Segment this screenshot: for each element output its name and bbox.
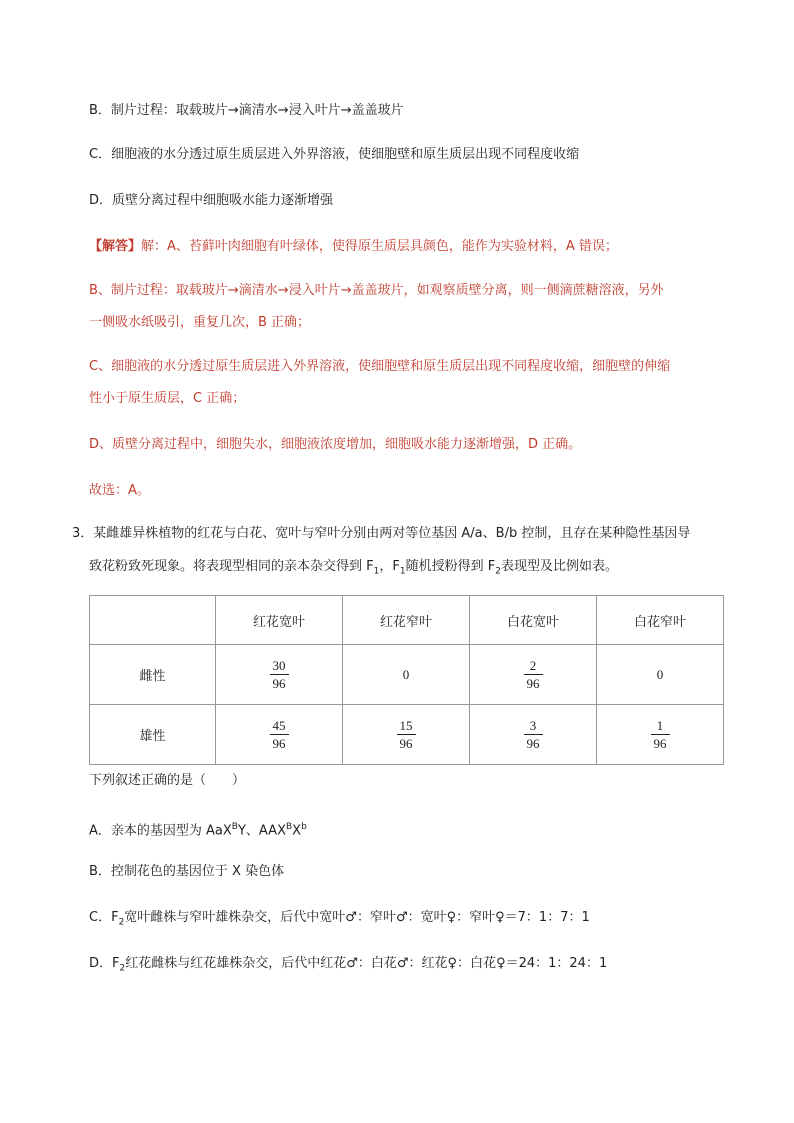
fraction [651, 717, 670, 752]
denominator: 96 [272, 676, 286, 691]
denominator: 96 [526, 676, 540, 691]
option-a-text: X [292, 823, 302, 839]
answer-line-4: C、细胞液的水分透过原生质层进入外界溶液，使细胞壁和原生质层出现不同程度收缩，细胞壁的伸缩 [89, 359, 671, 374]
option-d-text: D．F [89, 956, 120, 971]
answer-line-3: 一侧吸水纸吸引，重复几次，B 正确； [89, 315, 311, 330]
question-3-option-c [89, 909, 590, 932]
denominator: 96 [399, 736, 413, 751]
table-header-cell [90, 596, 216, 645]
denominator: 96 [272, 736, 286, 751]
numerator: 1 [651, 717, 670, 735]
denominator: 96 [653, 736, 667, 751]
numerator: 45 [270, 717, 289, 735]
fraction [270, 717, 289, 752]
table-cell [597, 705, 724, 765]
fraction [524, 657, 543, 692]
question-3-option-a [89, 818, 307, 840]
option-a-text: A．亲本的基因型为 AaX [89, 823, 232, 839]
q3-text-c: 随机授粉得到 F [405, 559, 496, 574]
f2-subscript: 2 [495, 566, 501, 577]
table-header-row [90, 596, 724, 645]
option-a-text: Y、AAX [237, 823, 286, 839]
table-cell [470, 705, 597, 765]
question-number: 3． [72, 526, 94, 541]
superscript: B [231, 822, 238, 832]
table-row [90, 645, 724, 705]
table-header-cell: 红花窄叶 [343, 596, 470, 645]
fraction [270, 657, 289, 692]
table-header-cell: 红花宽叶 [216, 596, 343, 645]
f2-subscript: 2 [119, 963, 126, 974]
table-row [90, 705, 724, 765]
numerator: 3 [524, 717, 543, 735]
option-c-text: 宽叶雌株与窄叶雄株杂交，后代中宽叶♂：窄叶♂：宽叶♀：窄叶♀＝7：1：7：1 [124, 910, 590, 925]
option-b: B．制片过程：取载玻片→滴清水→浸入叶片→盖盖玻片 [89, 103, 404, 118]
option-c: C．细胞液的水分透过原生质层进入外界溶液，使细胞壁和原生质层出现不同程度收缩 [89, 147, 580, 162]
f1-subscript: 1 [399, 566, 406, 577]
table-cell [343, 705, 470, 765]
q3-text-d: 表现型及比例如表。 [500, 559, 618, 574]
question-3-text-1: 某雌雄异株植物的红花与白花、宽叶与窄叶分别由两对等位基因 A/a、B/b 控制，且存在某种隐性基因导 [93, 526, 691, 541]
answer-line-1 [89, 238, 618, 256]
answer-line-6: D、质壁分离过程中，细胞失水，细胞液浓度增加，细胞吸水能力逐渐增强，D 正确。 [89, 437, 582, 452]
answer-text-1: 解：A、苔藓叶肉细胞有叶绿体，使得原生质层具颜色，能作为实验材料，A 错误； [141, 239, 618, 254]
answer-tag: 【解答】 [89, 239, 142, 254]
table-header-cell: 白花宽叶 [470, 596, 597, 645]
f2-subscript: 2 [118, 917, 125, 928]
superscript: b [301, 822, 307, 832]
q3-text-b: ，F [379, 559, 400, 574]
table-cell [470, 645, 597, 705]
denominator: 96 [526, 736, 540, 751]
numerator: 2 [524, 657, 543, 675]
question-3-line-2 [89, 558, 618, 581]
answer-line-2: B、制片过程：取载玻片→滴清水→浸入叶片→盖盖玻片，如观察质壁分离，则一侧滴蔗糖溶液，另外 [89, 283, 664, 298]
question-3-option-d [89, 955, 607, 978]
table-cell [216, 705, 343, 765]
numerator: 30 [270, 657, 289, 675]
question-3-stem: 下列叙述正确的是（ ） [89, 773, 246, 788]
question-3-option-b: B．控制花色的基因位于 X 染色体 [89, 864, 285, 879]
table-cell: 0 [597, 645, 724, 705]
fraction [397, 717, 416, 752]
numerator: 15 [397, 717, 416, 735]
question-3-line-1 [72, 525, 690, 543]
superscript: B [285, 822, 293, 832]
table-cell [216, 645, 343, 705]
option-d: D．质壁分离过程中细胞吸水能力逐渐增强 [89, 193, 334, 208]
option-c-text: C．F [89, 910, 119, 925]
fraction [524, 717, 543, 752]
table-cell: 0 [343, 645, 470, 705]
f1-subscript: 1 [373, 566, 380, 577]
q3-text-a: 致花粉致死现象。将表现型相同的亲本杂交得到 F [89, 559, 374, 574]
phenotype-ratio-table [89, 595, 724, 765]
answer-line-7: 故选：A。 [89, 483, 150, 498]
row-label: 雌性 [90, 645, 216, 705]
table-header-cell: 白花窄叶 [597, 596, 724, 645]
row-label: 雄性 [90, 705, 216, 765]
option-d-text: 红花雌株与红花雄株杂交，后代中红花♂：白花♂：红花♀：白花♀＝24：1：24：1 [125, 956, 608, 971]
answer-line-5: 性小于原生质层，C 正确； [89, 391, 246, 406]
